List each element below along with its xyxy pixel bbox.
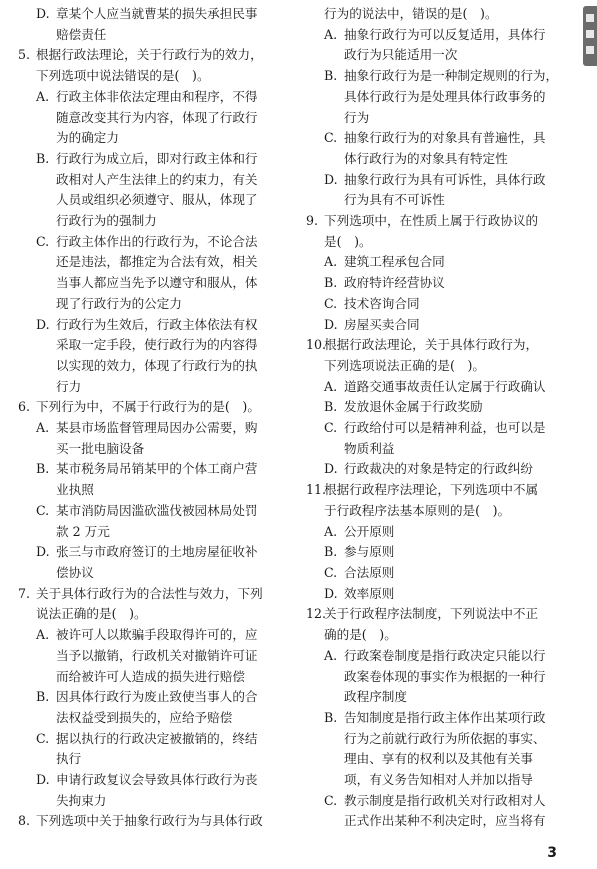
option-line xyxy=(306,459,576,480)
option-line xyxy=(306,646,576,667)
question-stem-text: 是( )。 xyxy=(324,233,372,249)
question-stem-text: 确的是( )。 xyxy=(324,627,397,643)
question-stem-line xyxy=(306,625,576,646)
option-line xyxy=(18,190,290,211)
option-text: 章某个人应当就曹某的损失承担民事 xyxy=(56,6,258,21)
question-block xyxy=(306,4,576,25)
option-text: 行政案卷制度是指行政决定只能以行 xyxy=(344,647,546,663)
option-line xyxy=(18,522,290,543)
option-text: 某市税务局吊销某甲的个体工商户营 xyxy=(56,461,258,477)
option-text: 赔偿责任 xyxy=(56,26,107,42)
option-letter: C. xyxy=(36,502,50,518)
option-line xyxy=(18,480,290,501)
option-letter: D. xyxy=(324,316,338,332)
option-text: 现了行政行为的公定力 xyxy=(56,295,182,311)
option-line xyxy=(306,542,576,563)
option-text: 还是违法，都推定为合法有效，相关 xyxy=(56,254,258,270)
option-letter: D. xyxy=(324,171,338,187)
option-line xyxy=(18,252,290,273)
question-stem-line xyxy=(306,501,576,522)
right-column xyxy=(306,4,576,832)
option-text: 技术咨询合同 xyxy=(344,295,420,311)
question-stem-line xyxy=(18,397,290,418)
option-line xyxy=(306,128,576,149)
option-text: 以实现的效力，体现了行政行为的执 xyxy=(56,357,258,373)
option-line xyxy=(18,625,290,646)
option-letter: D. xyxy=(36,6,50,21)
option-line xyxy=(18,356,290,377)
option-line xyxy=(18,418,290,439)
option-line xyxy=(18,273,290,294)
option-letter: C. xyxy=(324,130,338,146)
option-text: 体行政行为的对象具有特定性 xyxy=(344,150,508,166)
option-text: 某县市场监督管理局因办公需要，购 xyxy=(56,420,258,436)
option-text: 理由、享有的权利以及其他有关事 xyxy=(344,751,533,767)
option-line xyxy=(306,315,576,336)
question-number: 10. xyxy=(306,337,327,353)
option-letter: A. xyxy=(324,647,338,663)
option-letter: B. xyxy=(36,461,50,477)
option-letter: D. xyxy=(36,544,50,560)
option-line xyxy=(306,252,576,273)
question-block xyxy=(306,335,576,480)
option-line xyxy=(306,584,576,605)
option-text: 行政行为生效后，行政主体依法有权 xyxy=(56,316,258,332)
question-stem-text: 下列选项中说法错误的是( )。 xyxy=(36,68,210,84)
option-text: 抽象行政行为可以反复适用，具体行 xyxy=(344,26,546,42)
question-number: 9. xyxy=(306,213,319,229)
option-text: 建筑工程承包合同 xyxy=(344,254,445,270)
question-stem-text: 下列选项中关于抽象行政行为与具体行政 xyxy=(36,813,263,829)
option-text: 道路交通事故责任认定属于行政确认 xyxy=(344,378,546,394)
question-stem-line xyxy=(306,335,576,356)
option-letter: A. xyxy=(36,627,50,643)
question-stem-text: 根据行政法理论，关于具体行政行为， xyxy=(324,337,539,353)
option-text: 某市消防局因滥砍滥伐被园林局处罚 xyxy=(56,502,258,518)
option-text: 行为 xyxy=(344,109,370,125)
option-line xyxy=(306,108,576,129)
option-line xyxy=(306,791,576,812)
option-text: 政相对人产生法律上的约束力，有关 xyxy=(56,171,258,187)
question-stem-line xyxy=(18,45,290,66)
option-line xyxy=(306,770,576,791)
option-line xyxy=(18,749,290,770)
question-stem-text: 说法正确的是( )。 xyxy=(36,606,147,622)
option-text: 合法原则 xyxy=(344,564,395,580)
option-line xyxy=(306,522,576,543)
question-stem-text: 下列选项说法正确的是( )。 xyxy=(324,357,485,373)
question-stem-line xyxy=(306,480,576,501)
question-stem-line xyxy=(306,232,576,253)
option-text: 当事人都应当先予以遵守和服从，体 xyxy=(56,275,258,291)
option-text: 行政主体非依法定理由和程序，不得 xyxy=(56,88,258,104)
option-line xyxy=(18,149,290,170)
question-stem-line xyxy=(306,211,576,232)
option-line xyxy=(306,66,576,87)
side-tab-marker xyxy=(583,6,597,66)
option-line xyxy=(18,563,290,584)
option-line xyxy=(306,377,576,398)
option-text: 法权益受到损失的，应给予赔偿 xyxy=(56,709,233,725)
option-text: 抽象行政行为是一种制定规则的行为， xyxy=(344,68,559,84)
question-number: 6. xyxy=(18,399,31,415)
option-letter: C. xyxy=(36,730,50,746)
option-text: 据以执行的行政决定被撤销的，终结 xyxy=(56,730,258,746)
question-stem-line xyxy=(18,584,290,605)
question-stem-line xyxy=(18,66,290,87)
option-line xyxy=(18,439,290,460)
option-line xyxy=(306,708,576,729)
question-number: 11. xyxy=(306,482,327,498)
option-text: 张三与市政府签订的土地房屋征收补 xyxy=(56,544,258,560)
option-line xyxy=(306,687,576,708)
option-line xyxy=(18,335,290,356)
question-stem-text: 下列行为中，不属于行政行为的是( )。 xyxy=(36,399,260,415)
option-text: 物质利益 xyxy=(344,440,395,456)
question-stem-text: 于行政程序法基本原则的是( )。 xyxy=(324,502,511,518)
question-stem-text: 根据行政法理论，关于行政行为的效力， xyxy=(36,47,263,63)
question-block xyxy=(306,211,576,335)
option-text: 因具体行政行为废止致使当事人的合 xyxy=(56,689,258,705)
option-letter: C. xyxy=(324,792,338,808)
option-line xyxy=(306,729,576,750)
option-text: 参与原则 xyxy=(344,544,395,560)
option-text: 款 2 万元 xyxy=(56,523,110,539)
option-line xyxy=(18,687,290,708)
option-text: 行政主体作出的行政行为，不论合法 xyxy=(56,233,258,249)
option-letter: B. xyxy=(36,689,50,705)
option-line xyxy=(306,45,576,66)
question-number: 12. xyxy=(306,606,327,622)
option-text: 行为具有不可诉性 xyxy=(344,192,445,208)
option-line xyxy=(306,811,576,832)
option-line xyxy=(306,149,576,170)
option-text: 政程序制度 xyxy=(344,689,407,705)
option-text: 公开原则 xyxy=(344,523,395,539)
option-line xyxy=(18,501,290,522)
option-line xyxy=(18,459,290,480)
question-block xyxy=(18,811,290,832)
option-line xyxy=(18,729,290,750)
option-line xyxy=(18,128,290,149)
question-block xyxy=(306,604,576,832)
option-line xyxy=(18,770,290,791)
option-text: 行力 xyxy=(56,378,82,394)
question-stem-line xyxy=(18,811,290,832)
option-text: 政案卷体现的事实作为根据的一种行 xyxy=(344,668,546,684)
option-line xyxy=(306,190,576,211)
option-text: 发放退休金属于行政奖励 xyxy=(344,399,483,415)
question-stem-text: 下列选项中，在性质上属于行政协议的 xyxy=(324,213,539,229)
option-text: 偿协议 xyxy=(56,564,94,580)
question-block xyxy=(18,45,290,397)
option-line xyxy=(18,667,290,688)
question-stem-text: 关于具体行政行为的合法性与效力，下列 xyxy=(36,585,263,601)
option-letter: D. xyxy=(36,316,50,332)
option-text: 行政行为成立后，即对行政主体和行 xyxy=(56,150,258,166)
option-text: 告知制度是指行政主体作出某项行政 xyxy=(344,709,546,725)
option-text: 具体行政行为是处理具体行政事务的 xyxy=(344,88,546,104)
option-letter: A. xyxy=(36,420,50,436)
option-letter: A. xyxy=(324,26,338,42)
option-line xyxy=(18,646,290,667)
option-text: 失拘束力 xyxy=(56,792,107,808)
option-line xyxy=(306,25,576,46)
option-text: 行政给付可以是精神利益，也可以是 xyxy=(344,420,546,436)
option-text: 采取一定手段，使行政行为的内容得 xyxy=(56,337,258,353)
option-letter: B. xyxy=(324,709,338,725)
option-text: 当予以撤销，行政机关对撤销许可证 xyxy=(56,647,258,663)
option-letter: A. xyxy=(324,254,338,270)
question-stem-line xyxy=(18,604,290,625)
option-letter: D. xyxy=(36,772,50,788)
option-text: 抽象行政行为的对象具有普遍性，具 xyxy=(344,130,546,146)
question-number: 5. xyxy=(18,47,31,63)
option-text: 教示制度是指行政机关对行政相对人 xyxy=(344,792,546,808)
option-text: 抽象行政行为具有可诉性，具体行政 xyxy=(344,171,546,187)
question-block xyxy=(18,397,290,583)
option-line xyxy=(306,439,576,460)
option-line xyxy=(18,211,290,232)
option-line xyxy=(18,108,290,129)
option-text: 被许可人以欺骗手段取得许可的，应 xyxy=(56,627,258,643)
question-number: 7. xyxy=(18,585,31,601)
option-line xyxy=(306,397,576,418)
option-text: 行政裁决的对象是特定的行政纠纷 xyxy=(344,461,533,477)
option-text: 正式作出某种不利决定时，应当将有 xyxy=(344,813,546,829)
option-letter: B. xyxy=(36,150,50,166)
option-line xyxy=(18,25,290,46)
option-letter: D. xyxy=(324,585,338,601)
option-line xyxy=(18,294,290,315)
option-text: 房屋买卖合同 xyxy=(344,316,420,332)
question-stem-line xyxy=(306,356,576,377)
option-letter: B. xyxy=(324,275,338,291)
option-line xyxy=(306,749,576,770)
option-text: 人员或组织必须遵守、服从，体现了 xyxy=(56,192,258,208)
option-letter: C. xyxy=(324,564,338,580)
option-letter: A. xyxy=(324,523,338,539)
option-text: 业执照 xyxy=(56,482,94,498)
option-text: 项，有义务告知相对人并加以指导 xyxy=(344,772,533,788)
option-line xyxy=(306,418,576,439)
question-number: 8. xyxy=(18,813,31,829)
option-letter: B. xyxy=(324,544,338,560)
question-stem-text: 行为的说法中，错误的是( )。 xyxy=(324,6,498,21)
option-line xyxy=(18,315,290,336)
left-column xyxy=(18,4,290,832)
option-line xyxy=(18,377,290,398)
question-block xyxy=(18,584,290,812)
option-line xyxy=(306,667,576,688)
option-text: 买一批电脑设备 xyxy=(56,440,145,456)
option-text: 而给被许可人造成的损失进行赔偿 xyxy=(56,668,245,684)
option-line xyxy=(18,232,290,253)
question-stem-line xyxy=(306,604,576,625)
page-number: 3 xyxy=(547,845,557,861)
option-text: 随意改变其行为内容，体现了行政行 xyxy=(56,109,258,125)
option-text: 行政行为的强制力 xyxy=(56,213,157,229)
option-letter: B. xyxy=(324,68,338,84)
option-letter: A. xyxy=(36,88,50,104)
option-text: 效率原则 xyxy=(344,585,395,601)
option-line xyxy=(18,791,290,812)
option-letter: C. xyxy=(36,233,50,249)
question-stem-line xyxy=(306,4,576,25)
option-line xyxy=(18,542,290,563)
option-letter: C. xyxy=(324,295,338,311)
option-letter: C. xyxy=(324,420,338,436)
option-line xyxy=(306,273,576,294)
question-block xyxy=(306,25,576,211)
option-letter: B. xyxy=(324,399,338,415)
option-line xyxy=(306,294,576,315)
option-text: 行为之前就行政行为所依据的事实、 xyxy=(344,730,546,746)
option-text: 为的确定力 xyxy=(56,130,119,146)
option-text: 政府特许经营协议 xyxy=(344,275,445,291)
question-block xyxy=(306,480,576,604)
option-text: 执行 xyxy=(56,751,82,767)
question-stem-text: 根据行政程序法理论，下列选项中不属 xyxy=(324,482,539,498)
question-stem-text: 关于行政程序法制度，下列说法中不正 xyxy=(324,606,539,622)
option-line xyxy=(18,170,290,191)
option-line xyxy=(18,708,290,729)
option-text: 政行为只能适用一次 xyxy=(344,47,458,63)
option-line xyxy=(18,87,290,108)
option-line xyxy=(306,563,576,584)
option-letter: D. xyxy=(324,461,338,477)
option-line xyxy=(18,4,290,25)
option-text: 申请行政复议会导致具体行政行为丧 xyxy=(56,772,258,788)
option-letter: A. xyxy=(324,378,338,394)
question-block xyxy=(18,4,290,45)
option-line xyxy=(306,87,576,108)
option-line xyxy=(306,170,576,191)
